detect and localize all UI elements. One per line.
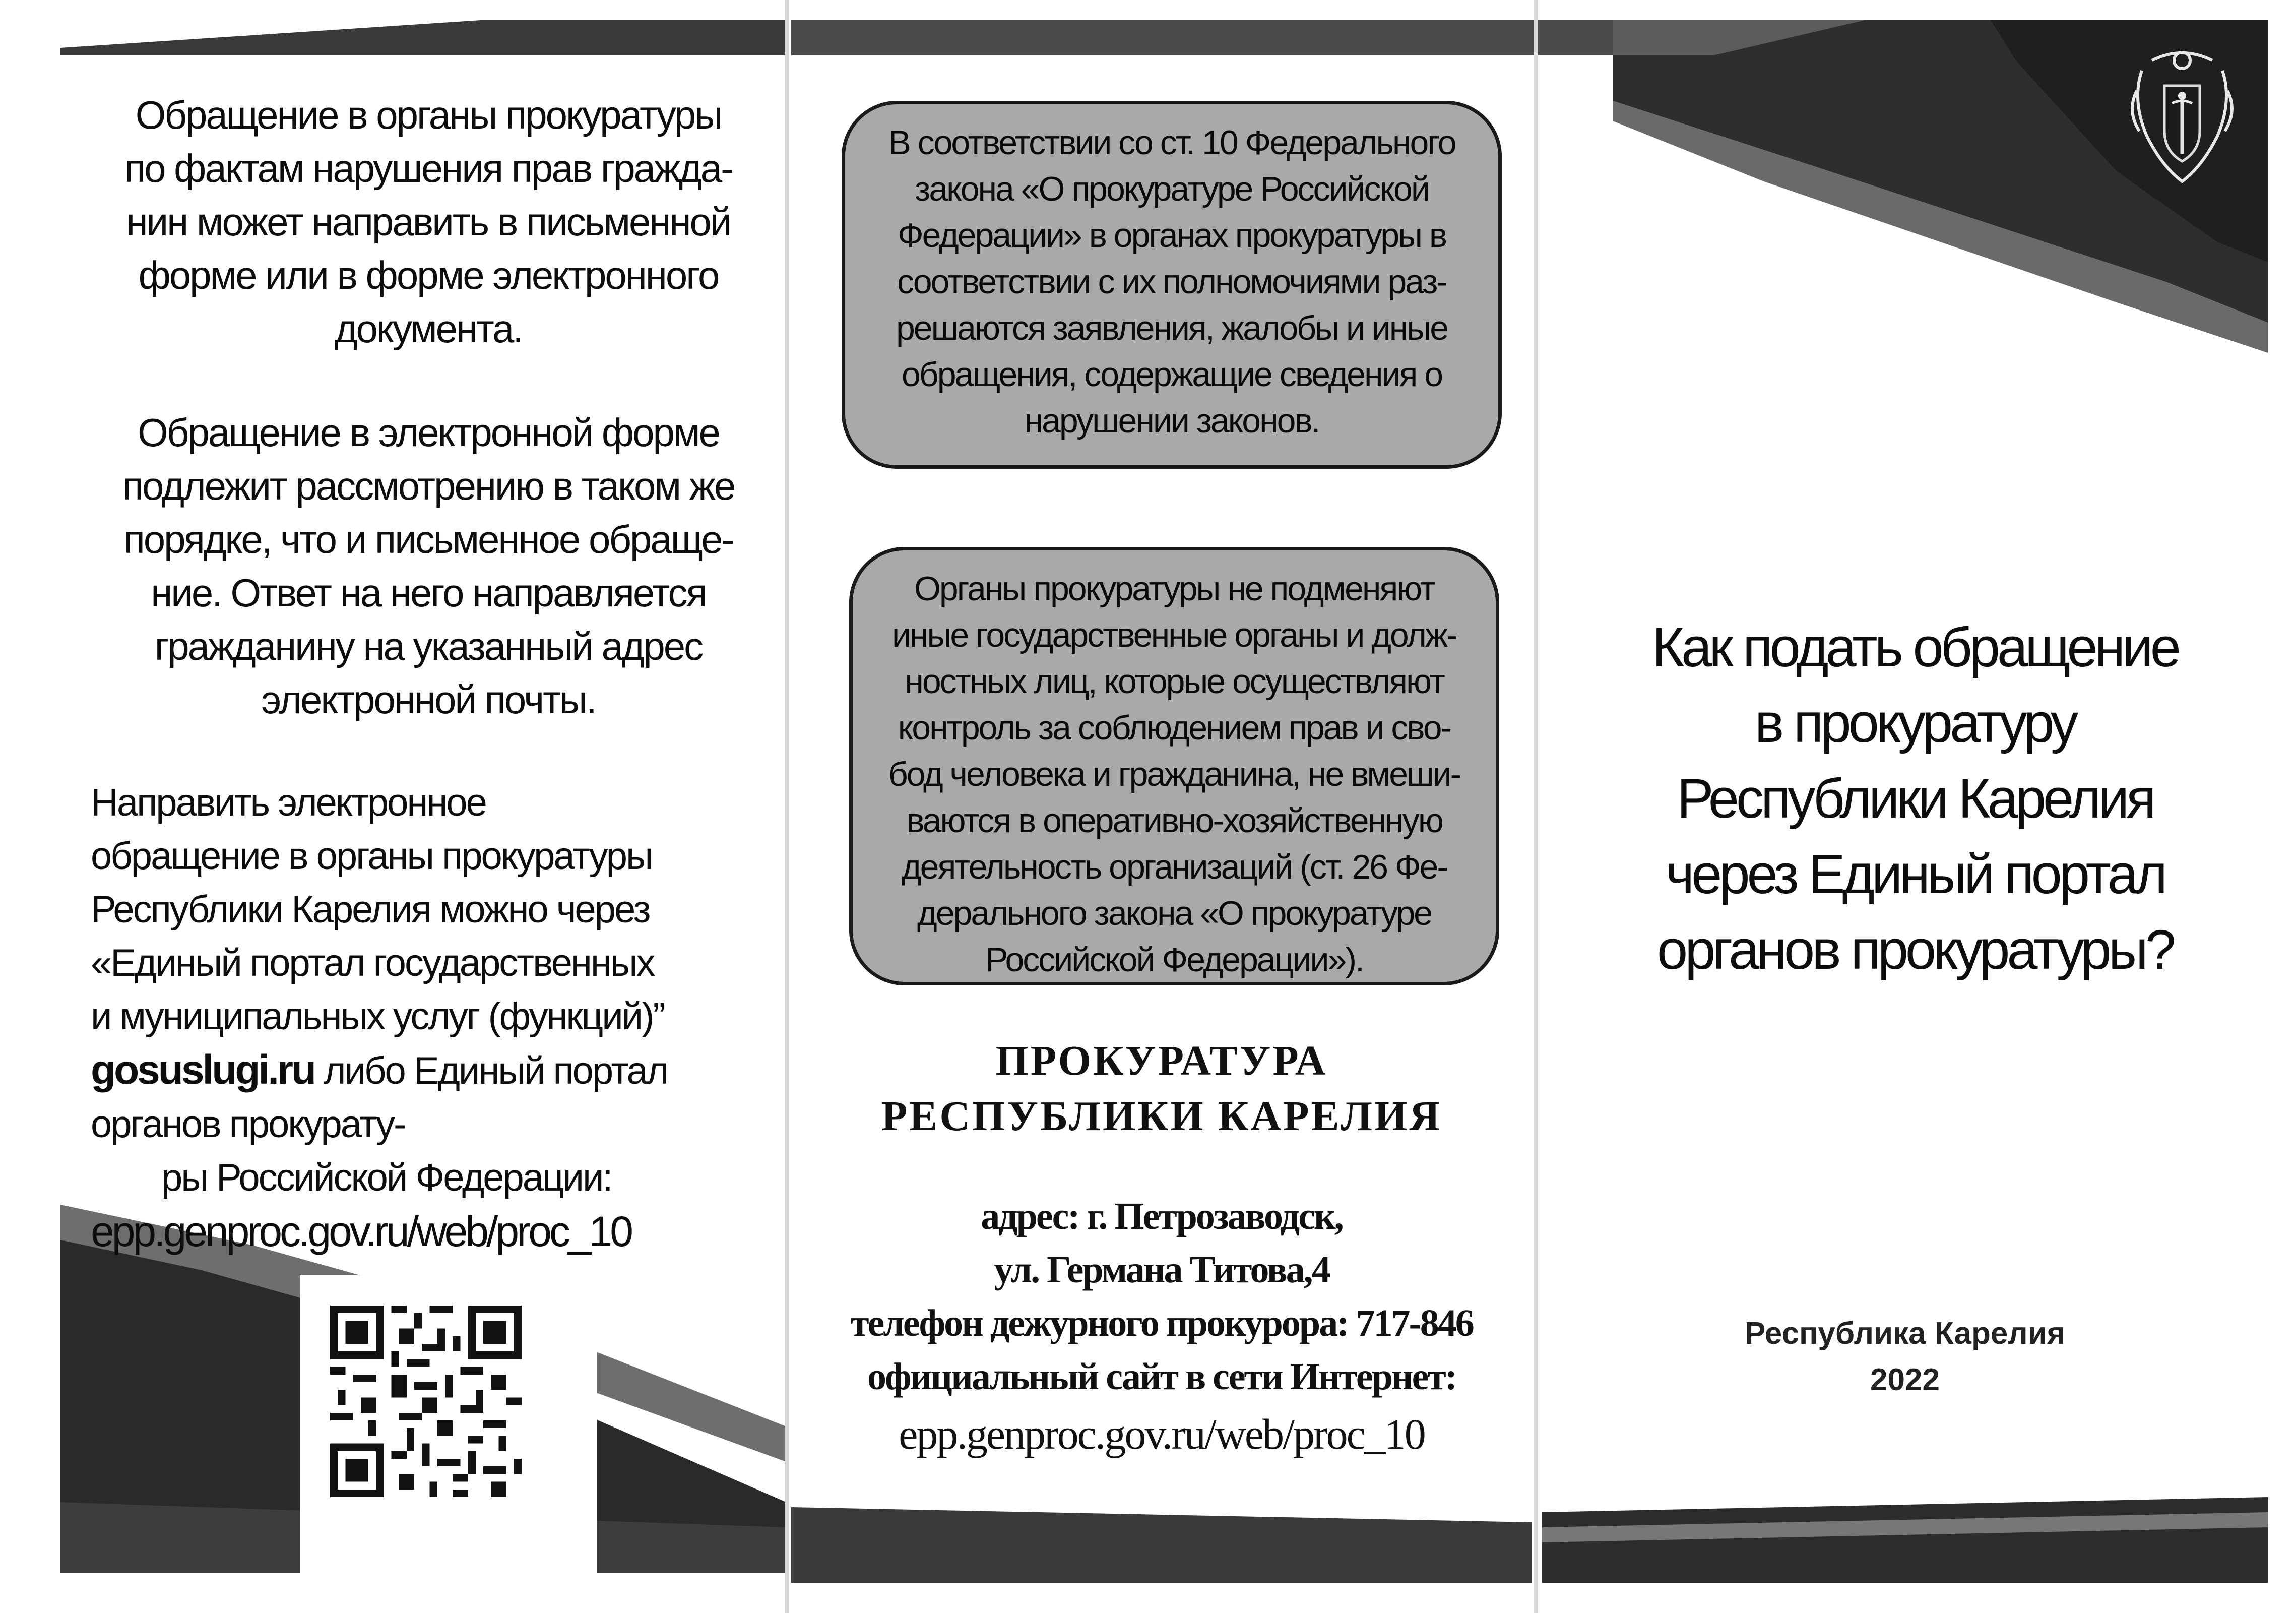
box-line: нарушении законов. xyxy=(1024,402,1319,440)
phone-line: телефон дежурного прокурора: 717-846 xyxy=(850,1302,1473,1344)
middle-panel xyxy=(791,0,1532,1613)
instruction-line: ры Российской Федерации: xyxy=(161,1156,612,1199)
instruction-line xyxy=(91,1043,786,1098)
title-line: органов прокуратуры? xyxy=(1657,919,2173,981)
paragraph-line: ние. Ответ на него направляется xyxy=(151,571,706,615)
paragraph-line: нин может направить в письменной xyxy=(126,200,731,244)
box-line: иные государственные органы и долж- xyxy=(891,616,1457,654)
paragraph-line: подлежит рассмотрению в таком же xyxy=(122,464,735,508)
site-url-link[interactable]: epp.genproc.gov.ru/web/proc_10 xyxy=(899,1410,1425,1458)
instruction-line: и муниципальных услуг (функций)” xyxy=(91,995,664,1038)
paragraph-line: по фактам нарушения прав гражда- xyxy=(124,146,733,191)
region-year xyxy=(1693,1311,2117,1403)
instruction-line: Республики Карелия можно через xyxy=(91,888,650,931)
paragraph-line: электронной почты. xyxy=(261,677,596,722)
instruction-line: обращение в органы прокуратуры xyxy=(91,835,652,878)
org-title-line: РЕСПУБЛИКИ КАРЕЛИЯ xyxy=(881,1093,1442,1140)
address-line: адрес: г. Петрозаводск, xyxy=(981,1195,1343,1237)
gosuslugi-link[interactable]: gosuslugi.ru xyxy=(91,1047,314,1093)
box-line: ностных лиц, которые осуществляют xyxy=(905,662,1444,701)
instruction-text: либо Единый портал xyxy=(314,1049,668,1092)
box-line: бод человека и гражданина, не вмеши- xyxy=(888,755,1460,793)
paragraph-line: Обращение в электронной форме xyxy=(138,410,719,455)
org-title-line: ПРОКУРАТУРА xyxy=(995,1037,1328,1084)
box-line: дерального закона «О прокуратуре xyxy=(917,894,1431,933)
instruction-line: «Единый портал государственных xyxy=(91,942,654,984)
box-line: контроль за соблюдением прав и сво- xyxy=(898,709,1451,747)
prosecutor-emblem-icon xyxy=(2122,40,2243,192)
paragraph-line: порядке, что и письменное обраще- xyxy=(123,517,733,562)
box-line: обращения, содержащие сведения о xyxy=(901,355,1442,394)
box-line: соответствии с их полномочиями раз- xyxy=(897,263,1447,301)
instruction-line: органов прокурату- xyxy=(91,1103,405,1146)
contact-info xyxy=(791,1190,1532,1461)
title-line: через Единый портал xyxy=(1665,843,2165,905)
law-article-26-box xyxy=(849,547,1499,985)
organization-title xyxy=(791,1033,1532,1144)
site-label: официальный сайт в сети Интернет: xyxy=(867,1355,1456,1398)
portal-url-link[interactable]: epp.genproc.gov.ru/web/proc_10 xyxy=(91,1208,631,1255)
law-article-10-box xyxy=(842,101,1502,469)
title-line: Республики Карелия xyxy=(1677,768,2153,830)
box-line: закона «О прокуратуре Российской xyxy=(915,170,1429,208)
box-line: решаются заявления, жалобы и иные xyxy=(896,309,1448,347)
left-panel xyxy=(60,0,781,1613)
title-line: в прокуратуру xyxy=(1754,692,2076,754)
region-label: Республика Карелия xyxy=(1745,1316,2065,1351)
portal-instructions xyxy=(91,776,786,1258)
written-appeal-paragraph xyxy=(81,88,776,355)
box-line: Органы прокуратуры не подменяют xyxy=(914,570,1434,608)
box-line: Российской Федерации»). xyxy=(985,941,1363,979)
electronic-appeal-paragraph xyxy=(81,406,776,726)
right-panel xyxy=(1542,0,2268,1613)
qr-code-icon xyxy=(300,1275,597,1593)
address-line: ул. Германа Титова,4 xyxy=(994,1249,1329,1291)
year-label: 2022 xyxy=(1870,1362,1940,1397)
paragraph-line: Обращение в органы прокуратуры xyxy=(135,93,722,137)
paragraph-line: форме или в форме электронного xyxy=(138,253,719,297)
paragraph-line: документа. xyxy=(335,306,522,351)
page-title xyxy=(1562,610,2268,988)
title-line: Как подать обращение xyxy=(1652,616,2178,678)
box-line: В соответствии со ст. 10 Федерального xyxy=(888,123,1455,162)
instruction-line: Направить электронное xyxy=(91,781,486,824)
box-line: ваются в оперативно-хозяйственную xyxy=(906,801,1442,840)
box-line: деятельность организаций (ст. 26 Фе- xyxy=(901,848,1447,886)
box-line: Федерации» в органах прокуратуры в xyxy=(897,216,1446,255)
paragraph-line: гражданину на указанный адрес xyxy=(154,624,703,668)
